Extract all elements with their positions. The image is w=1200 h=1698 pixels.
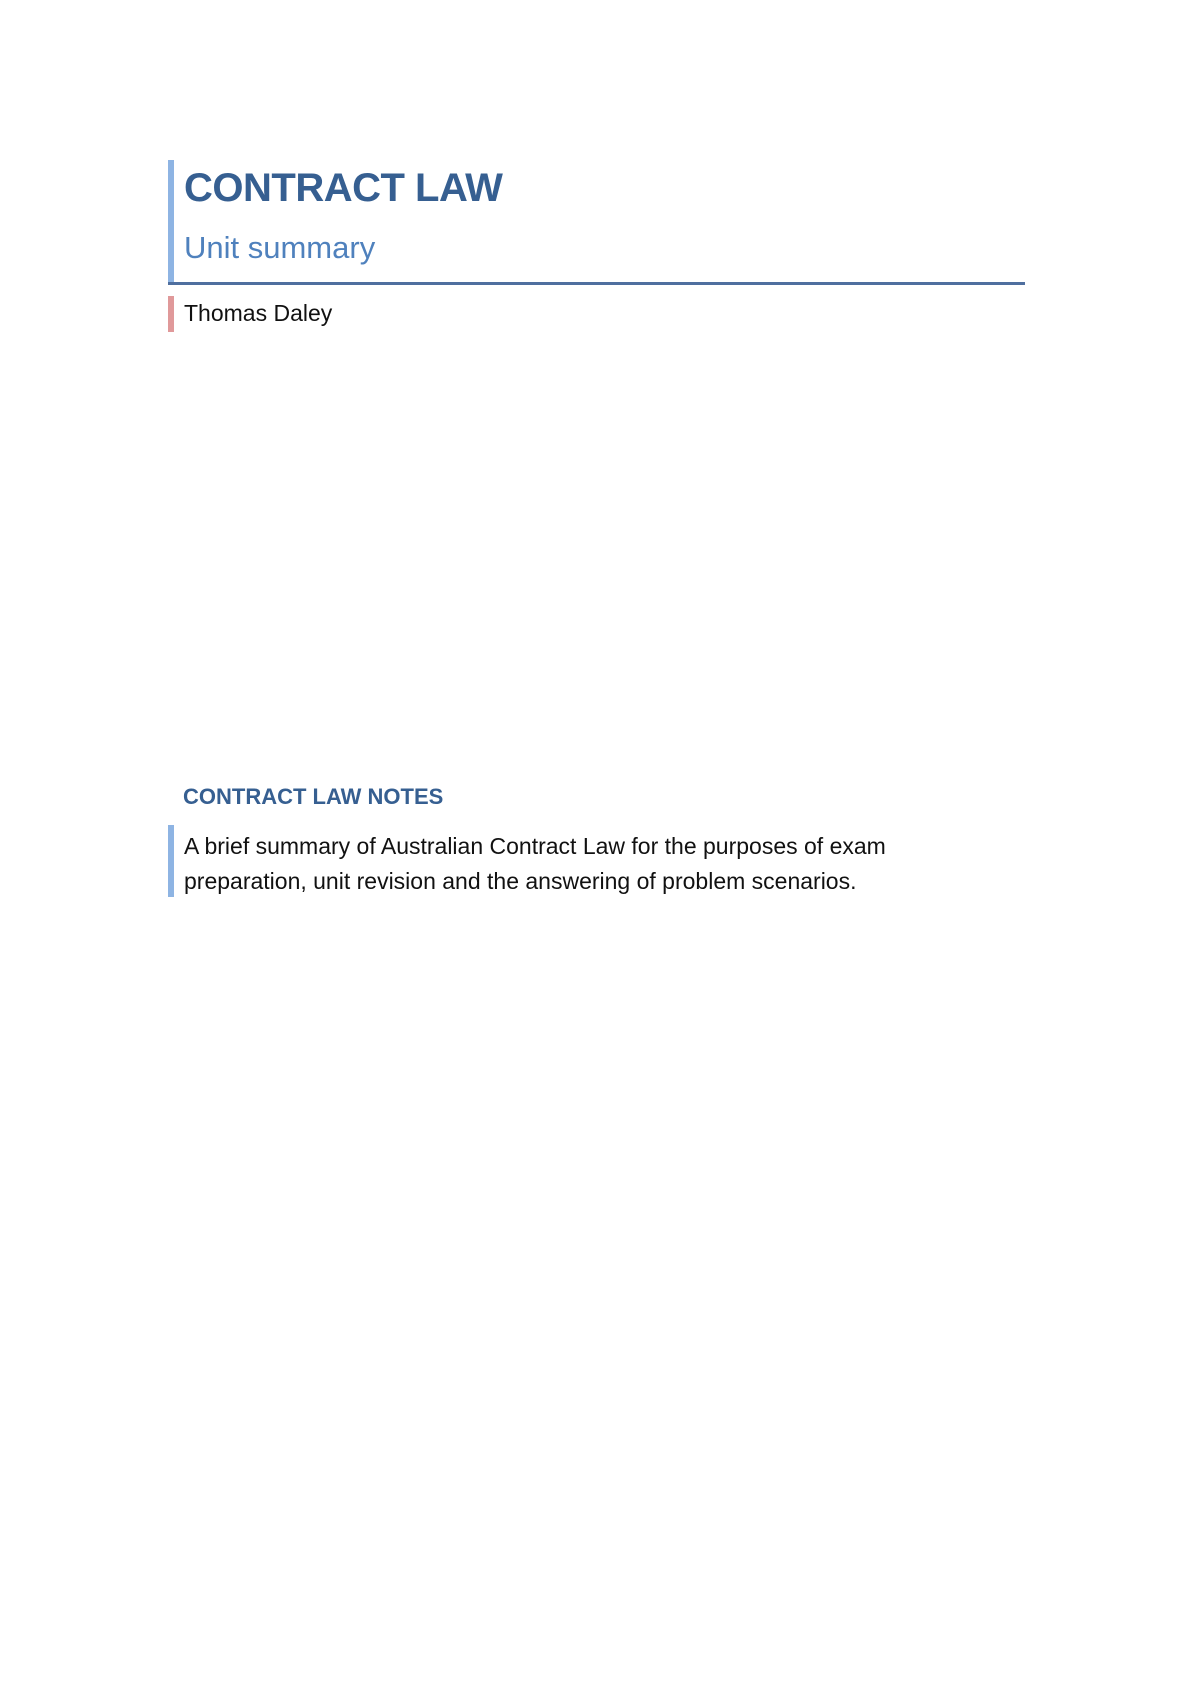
title-accent-bar: [168, 160, 174, 284]
abstract-block: [168, 825, 1025, 897]
document-title: CONTRACT LAW: [184, 166, 503, 210]
abstract-accent-bar: [168, 825, 174, 897]
abstract-heading: CONTRACT LAW NOTES: [183, 784, 444, 809]
document-subtitle: Unit summary: [184, 230, 376, 265]
title-block: [168, 160, 1025, 284]
title-divider: [168, 282, 1025, 285]
author-name: Thomas Daley: [184, 300, 333, 326]
author-accent-bar: [168, 296, 174, 332]
abstract-text: A brief summary of Australian Contract Law for the purposes of exam preparation, unit revision and the answering of problem scenarios.: [184, 833, 886, 894]
